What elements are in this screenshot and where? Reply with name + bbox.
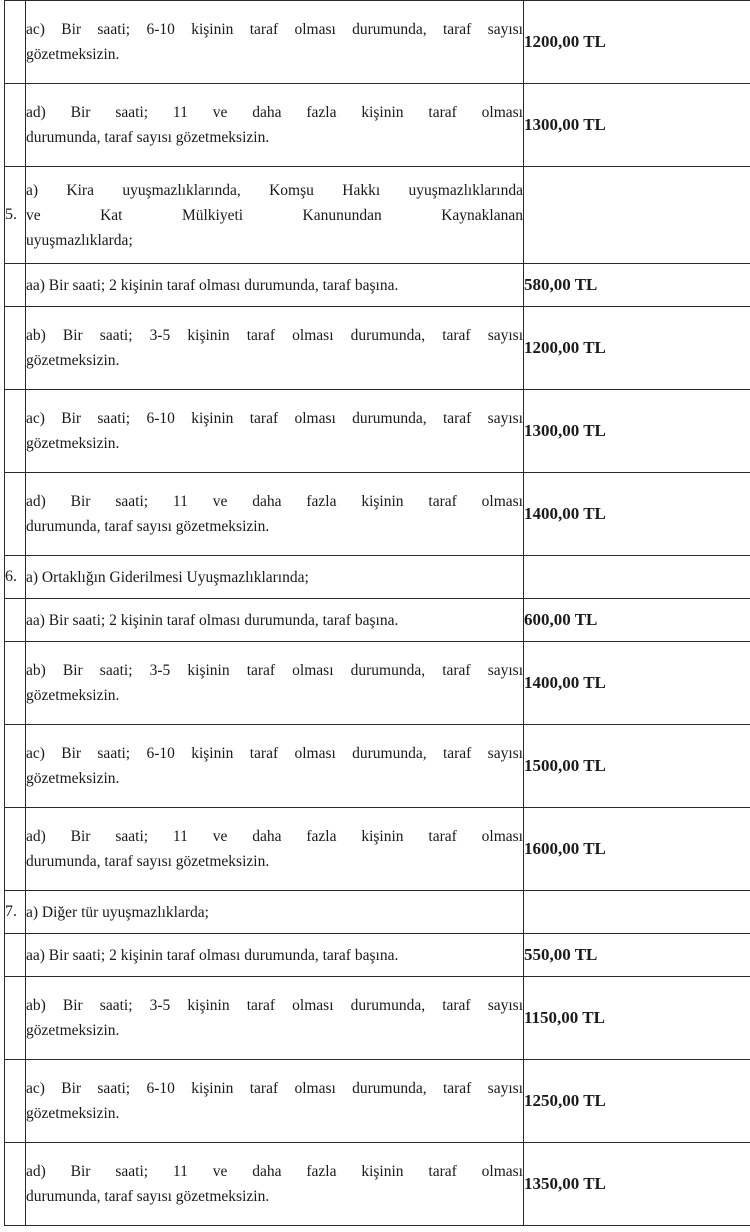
description-line: ac) Bir saati; 6-10 kişinin taraf olması durumunda, taraf sayısı	[26, 745, 523, 762]
description-line: a) Ortaklığın Giderilmesi Uyuşmazlıklarında;	[26, 568, 309, 586]
fee-amount: 1500,00 TL	[524, 725, 750, 808]
description-cell	[26, 808, 524, 891]
fee-amount: 1300,00 TL	[524, 390, 750, 473]
description-cell	[26, 934, 524, 977]
description-cell	[26, 1, 524, 84]
row-number-cell	[5, 725, 26, 808]
row-number-cell	[5, 307, 26, 390]
section-row	[5, 556, 750, 599]
description-line: durumunda, taraf sayısı gözetmeksizin.	[26, 1188, 270, 1205]
description-cell	[26, 1060, 524, 1143]
fee-amount	[524, 167, 750, 264]
fee-amount: 1300,00 TL	[524, 84, 750, 167]
row-number-cell	[5, 808, 26, 891]
description-line: gözetmeksizin.	[26, 770, 120, 787]
table-row	[5, 1060, 750, 1143]
description-line: ad) Bir saati; 11 ve daha fazla kişinin taraf olması	[26, 1163, 523, 1180]
fee-amount: 1200,00 TL	[524, 1, 750, 84]
section-number: 5.	[5, 167, 26, 264]
description-line: ac) Bir saati; 6-10 kişinin taraf olması durumunda, taraf sayısı	[26, 1080, 523, 1097]
fee-amount: 1400,00 TL	[524, 642, 750, 725]
description-line: ac) Bir saati; 6-10 kişinin taraf olması durumunda, taraf sayısı	[26, 410, 523, 427]
description-cell	[26, 642, 524, 725]
row-number-cell	[5, 642, 26, 725]
row-number-cell	[5, 1060, 26, 1143]
table-row	[5, 307, 750, 390]
description-line: aa) Bir saati; 2 kişinin taraf olması durumunda, taraf başına.	[26, 611, 399, 629]
description-line: gözetmeksizin.	[26, 435, 120, 452]
table-row	[5, 725, 750, 808]
table-row	[5, 473, 750, 556]
table-row	[5, 1, 750, 84]
description-cell	[26, 307, 524, 390]
fee-amount: 1150,00 TL	[524, 977, 750, 1060]
description-line: durumunda, taraf sayısı gözetmeksizin.	[26, 129, 270, 146]
description-line: ac) Bir saati; 6-10 kişinin taraf olması durumunda, taraf sayısı	[26, 21, 523, 38]
description-line: ad) Bir saati; 11 ve daha fazla kişinin taraf olması	[26, 104, 523, 121]
table-row	[5, 264, 750, 307]
table-row	[5, 808, 750, 891]
description-line: gözetmeksizin.	[26, 352, 120, 369]
row-number-cell	[5, 1, 26, 84]
description-line: uyuşmazlıklarda;	[26, 231, 133, 249]
fee-amount: 1600,00 TL	[524, 808, 750, 891]
description-cell	[26, 556, 524, 599]
description-line: aa) Bir saati; 2 kişinin taraf olması durumunda, taraf başına.	[26, 276, 399, 294]
description-line: ad) Bir saati; 11 ve daha fazla kişinin taraf olması	[26, 493, 523, 510]
row-number-cell	[5, 264, 26, 307]
row-number-cell	[5, 599, 26, 642]
section-number: 6.	[5, 556, 26, 599]
description-line: gözetmeksizin.	[26, 46, 120, 63]
description-cell	[26, 84, 524, 167]
table-row	[5, 934, 750, 977]
fee-table	[4, 0, 750, 1226]
fee-amount: 550,00 TL	[524, 934, 750, 977]
description-cell	[26, 891, 524, 934]
fee-amount: 1400,00 TL	[524, 473, 750, 556]
fee-amount: 1250,00 TL	[524, 1060, 750, 1143]
description-line: a) Kira uyuşmazlıklarında, Komşu Hakkı uyuşmazlıklarında	[26, 181, 523, 199]
section-row	[5, 167, 750, 264]
fee-amount: 600,00 TL	[524, 599, 750, 642]
description-line: a) Diğer tür uyuşmazlıklarda;	[26, 903, 209, 921]
description-cell	[26, 473, 524, 556]
table-row	[5, 1143, 750, 1226]
row-number-cell	[5, 84, 26, 167]
description-line: ab) Bir saati; 3-5 kişinin taraf olması durumunda, taraf sayısı	[26, 662, 523, 679]
table-row	[5, 599, 750, 642]
table-row	[5, 642, 750, 725]
section-number: 7.	[5, 891, 26, 934]
fee-amount: 1350,00 TL	[524, 1143, 750, 1226]
row-number-cell	[5, 473, 26, 556]
description-line: aa) Bir saati; 2 kişinin taraf olması durumunda, taraf başına.	[26, 946, 399, 964]
description-line: ve Kat Mülkiyeti Kanunundan Kaynaklanan	[26, 206, 523, 224]
description-cell	[26, 1143, 524, 1226]
description-cell	[26, 599, 524, 642]
fee-amount	[524, 556, 750, 599]
description-line: durumunda, taraf sayısı gözetmeksizin.	[26, 518, 270, 535]
row-number-cell	[5, 1143, 26, 1226]
description-cell	[26, 725, 524, 808]
description-cell	[26, 390, 524, 473]
fee-schedule-document	[4, 0, 748, 1226]
section-row	[5, 891, 750, 934]
description-line: ab) Bir saati; 3-5 kişinin taraf olması durumunda, taraf sayısı	[26, 997, 523, 1014]
description-line: gözetmeksizin.	[26, 1105, 120, 1122]
description-line: gözetmeksizin.	[26, 1022, 120, 1039]
description-cell	[26, 977, 524, 1060]
fee-amount	[524, 891, 750, 934]
row-number-cell	[5, 390, 26, 473]
fee-amount: 580,00 TL	[524, 264, 750, 307]
description-line: ab) Bir saati; 3-5 kişinin taraf olması durumunda, taraf sayısı	[26, 327, 523, 344]
row-number-cell	[5, 934, 26, 977]
description-line: gözetmeksizin.	[26, 687, 120, 704]
description-line: durumunda, taraf sayısı gözetmeksizin.	[26, 853, 270, 870]
description-cell	[26, 167, 524, 264]
row-number-cell	[5, 977, 26, 1060]
table-row	[5, 84, 750, 167]
table-row	[5, 977, 750, 1060]
table-row	[5, 390, 750, 473]
description-line: ad) Bir saati; 11 ve daha fazla kişinin taraf olması	[26, 828, 523, 845]
description-cell	[26, 264, 524, 307]
fee-amount: 1200,00 TL	[524, 307, 750, 390]
